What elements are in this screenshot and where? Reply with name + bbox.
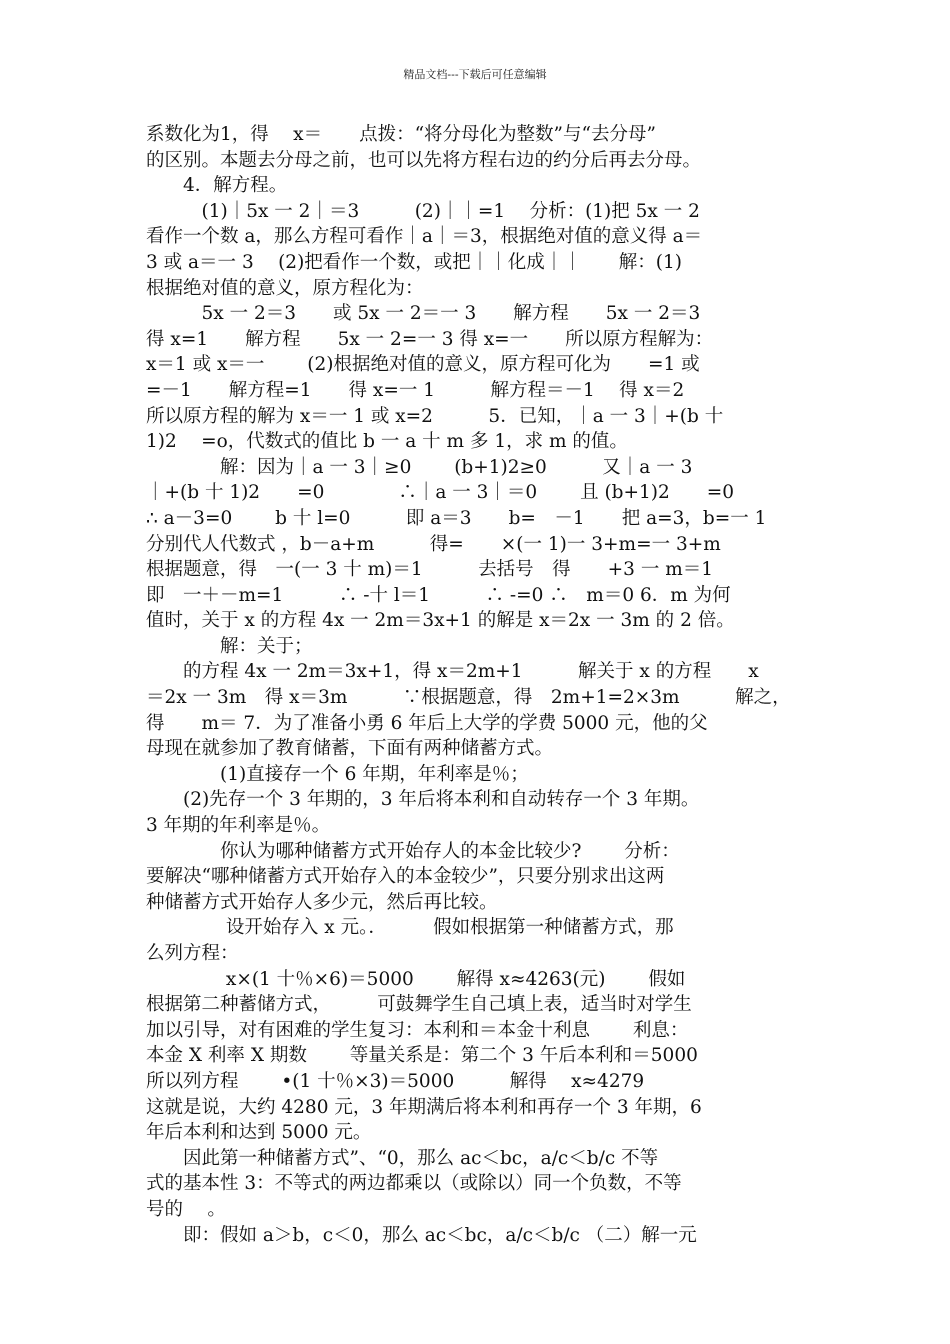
text-line: 所以原方程的解为 x＝一 1 或 x=2 5．已知，｜a 一 3｜+(b 十 xyxy=(146,405,724,427)
text-line: 系数化为1，得 x＝ 点拨：“将分母化为整数”与“去分母” xyxy=(146,124,656,145)
text-line: 因此第一种储蓄方式”、“0，那么 ac＜bc，a/c＜b/c 不等 xyxy=(146,1147,659,1169)
text-line: 母现在就参加了教育储蓄，下面有两种储蓄方式。 xyxy=(146,738,554,760)
text-line: 3 或 a＝一 3 (2)把看作一个数，或把｜｜化成｜｜ 解：(1) xyxy=(146,251,683,273)
text-line: (1)直接存一个 6 年期，年利率是％； xyxy=(146,763,529,785)
text-line: 1)2 =o，代数式的值比 b 一 a 十 m 多 1，求 m 的值。 xyxy=(146,431,628,453)
text-line: 值时，关于 x 的方程 4x 一 2m＝3x+1 的解是 x＝2x 一 3m 的 2 倍。 xyxy=(146,610,735,632)
text-line: ∴ a－3=0 b 十 l=0 即 a＝3 b= －1 把 a=3，b=一 1 xyxy=(146,507,767,529)
text-line: 看作一个数 a，那么方程可看作｜a｜＝3，根据绝对值的意义得 a＝ xyxy=(146,226,703,248)
text-line: 4．解方程。 xyxy=(146,175,288,197)
text-line: 式的基本性 3：不等式的两边都乘以（或除以）同一个负数，不等 xyxy=(146,1173,682,1195)
page-header: 精品文档---下载后可任意编辑 xyxy=(403,68,547,81)
text-line: x＝1 或 x＝一 (2)根据绝对值的意义，原方程可化为 =1 或 xyxy=(146,354,700,376)
text-line: (1)｜5x 一 2｜＝3 (2)｜｜=1 分析：(1)把 5x 一 2 xyxy=(146,200,700,222)
text-line: ｜+(b 十 1)2 =0 ∴｜a 一 3｜＝0 且 (b+1)2 =0 xyxy=(146,482,735,504)
document-body xyxy=(146,122,818,1248)
text-line: 5x 一 2＝3 或 5x 一 2＝一 3 解方程 5x 一 2＝3 xyxy=(146,303,701,325)
text-line: 根据题意，得 一(一 3 十 m)＝1 去括号 得 +3 一 m＝1 xyxy=(146,559,714,581)
text-line: 根据绝对值的意义，原方程化为： xyxy=(146,277,424,299)
text-line: 解：关于； xyxy=(146,635,313,657)
text-line: 号的 。 xyxy=(146,1198,226,1220)
text-line: 3 年期的年利率是％。 xyxy=(146,815,331,837)
text-line: 种储蓄方式开始存人多少元，然后再比较。 xyxy=(146,891,498,913)
text-line: 得 x=1 解方程 5x 一 2=一 3 得 x=一 所以原方程解为： xyxy=(146,328,714,350)
text-line: 年后本利和达到 5000 元。 xyxy=(146,1122,372,1144)
text-line: 得 m＝ 7．为了准备小勇 6 年后上大学的学费 5000 元，他的父 xyxy=(146,712,708,734)
text-line: x×(1 十％×6)＝5000 解得 x≈4263(元) 假如 xyxy=(146,968,686,990)
text-line: 即 一＋－m=1 ∴ -十 l＝1 ∴ -=0 ∴ m＝0 6．m 为何 xyxy=(146,584,731,606)
text-line: 即：假如 a＞b，c＜0，那么 ac＜bc，a/c＜b/c （二）解一元 xyxy=(146,1224,697,1246)
text-line: 的区别。本题去分母之前，也可以先将方程右边的约分后再去分母。 xyxy=(146,149,702,171)
text-line: 根据第二种蓄储方式， 可鼓舞学生自己填上表，适当时对学生 xyxy=(146,994,692,1016)
text-line: 解：因为｜a 一 3｜≥0 (b+1)2≥0 又｜a 一 3 xyxy=(146,456,693,478)
text-line: 么列方程： xyxy=(146,943,239,964)
text-line: 设开始存入 x 元。． 假如根据第一种储蓄方式，那 xyxy=(146,917,674,939)
text-line: 分别代人代数式 ，b－a+m 得= ×(一 1)一 3+m=一 3+m xyxy=(146,533,721,555)
text-line: 你认为哪种储蓄方式开始存人的本金比较少? 分析： xyxy=(146,840,680,862)
text-line: 本金 X 利率 X 期数 等量关系是：第二个 3 午后本利和＝5000 xyxy=(146,1045,698,1067)
text-line: 要解决“哪种储蓄方式开始存入的本金较少”，只要分别求出这两 xyxy=(146,866,665,888)
text-line: 的方程 4x 一 2m＝3x+1，得 x＝2m+1 解关于 x 的方程 x xyxy=(146,661,759,683)
text-line: 这就是说，大约 4280 元，3 年期满后将本利和再存一个 3 年期，6 xyxy=(146,1096,702,1118)
text-line: =－1 解方程=1 得 x=一 1 解方程＝－1 得 x＝2 xyxy=(146,379,685,401)
text-line: (2)先存一个 3 年期的，3 年后将本利和自动转存一个 3 年期。 xyxy=(146,789,700,811)
text-line: 加以引导，对有困难的学生复习：本利和＝本金十利息 利息： xyxy=(146,1019,689,1041)
text-line: 所以列方程 •(1 十％×3)＝5000 解得 x≈4279 xyxy=(146,1070,645,1092)
text-line: ＝2x 一 3m 得 x＝3m ∵根据题意，得 2m+1=2×3m 解之， xyxy=(146,687,791,709)
